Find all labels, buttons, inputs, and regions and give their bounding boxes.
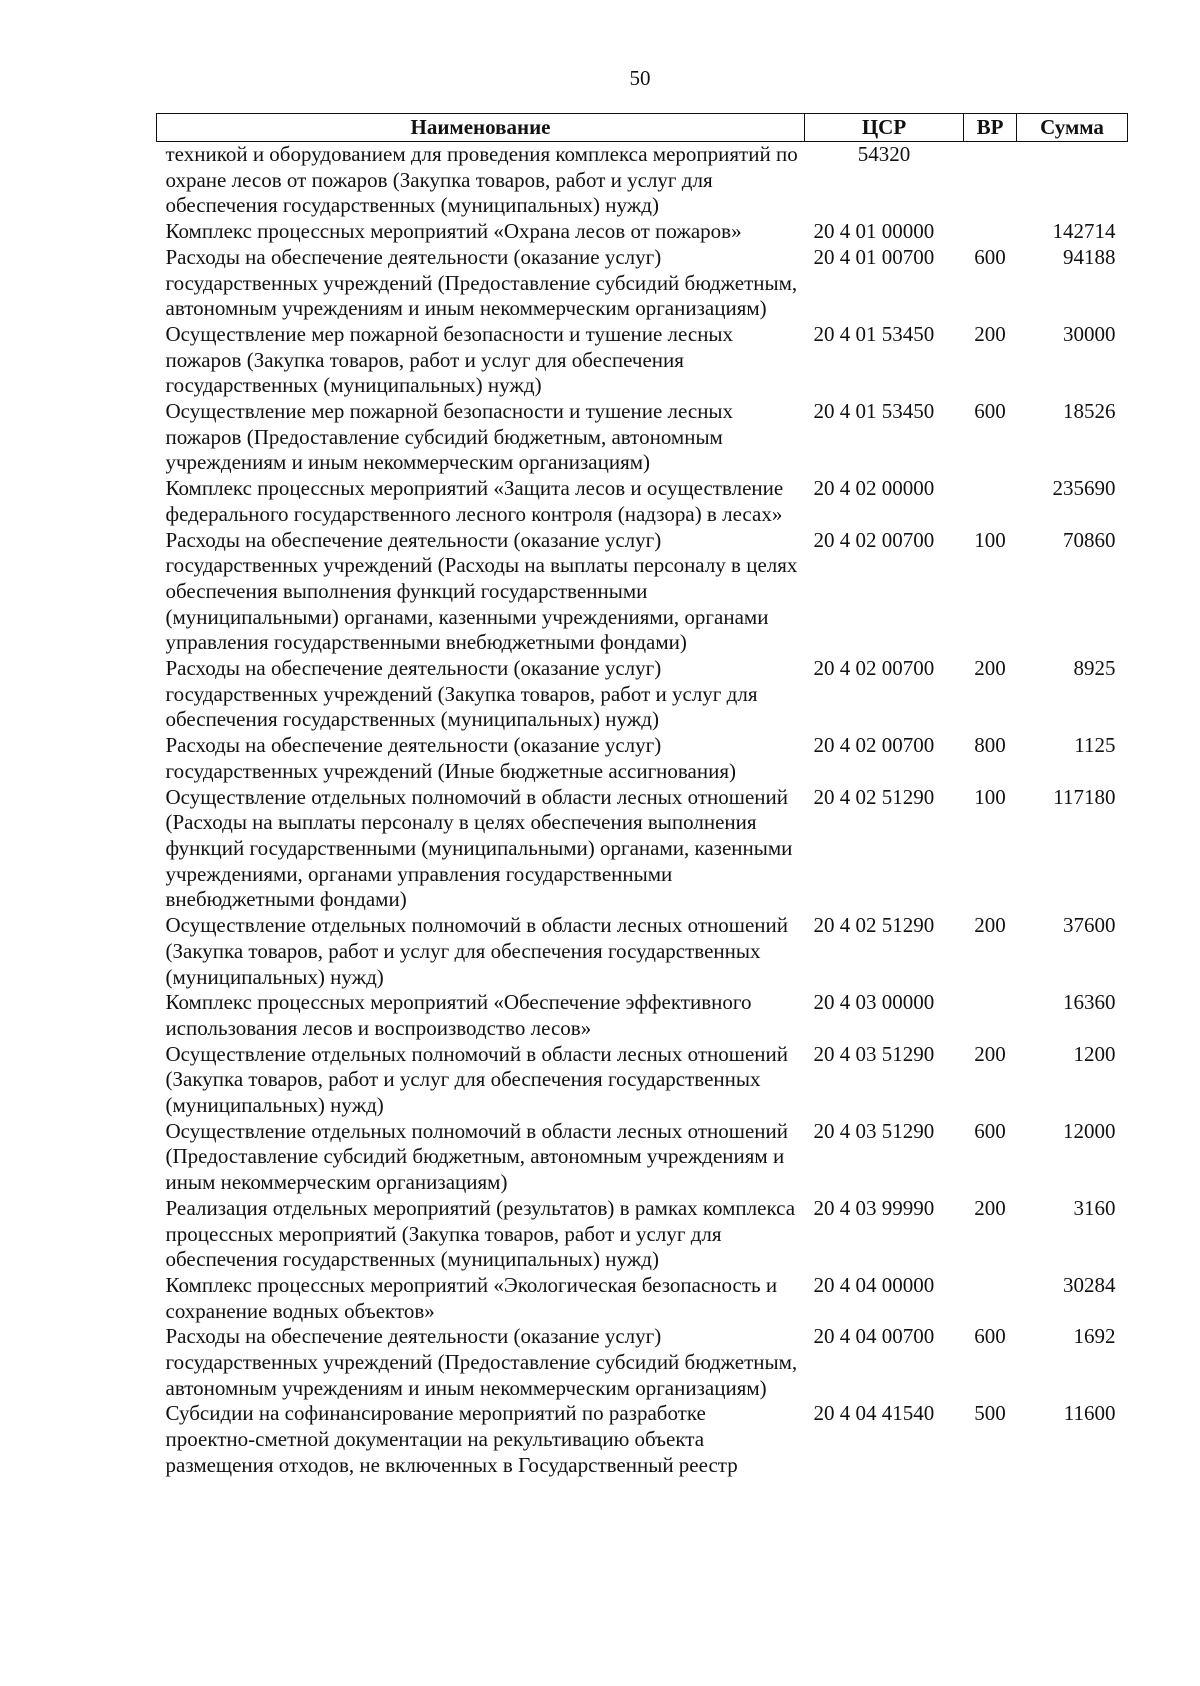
row-csr-cell: 54320 — [857, 142, 911, 166]
row-name-cell: Расходы на обеспечение деятельности (оказание услуг) государственных учреждений (Предоставление субсидий бюджетным, автономным учреждениям и иным некоммерческим организациям) — [165, 1324, 798, 1400]
row-sum-cell: 142714 — [1052, 219, 1116, 244]
row-name-cell: Субсидии на софинансирование мероприятий по разработке проектно-сметной документации на рекультивацию объекта размещения отходов, не включенных в Государственный реестр — [165, 1401, 738, 1477]
row-name-cell: Осуществление отдельных полномочий в области лесных отношений (Закупка товаров, работ и услуг для обеспечения государственных (муниципальных) нужд) — [165, 1041, 789, 1118]
table-row — [157, 733, 1128, 784]
header-vr: ВР — [964, 114, 1017, 142]
row-sum-cell: 117180 — [1053, 784, 1116, 809]
row-vr-cell — [964, 990, 1017, 1041]
row-sum-cell: 30000 — [1063, 321, 1116, 346]
row-vr-cell: 500 — [974, 1401, 1006, 1426]
row-csr-cell: 20 4 01 00700 — [813, 244, 935, 269]
row-sum-cell: 12000 — [1063, 1118, 1116, 1143]
row-name-cell: Осуществление отдельных полномочий в области лесных отношений (Закупка товаров, работ и услуг для обеспечения государственных (муниципальных) нужд) — [165, 913, 789, 989]
row-vr-cell: 100 — [974, 784, 1006, 809]
row-sum-cell: 8925 — [1073, 656, 1116, 681]
row-vr-cell: 200 — [974, 913, 1006, 938]
table-row — [157, 399, 1128, 476]
row-sum-cell: 235690 — [1052, 476, 1116, 501]
table-row — [157, 1042, 1128, 1119]
row-name-cell: Расходы на обеспечение деятельности (оказание услуг) государственных учреждений (Предоставление субсидий бюджетным, автономным учреждениям и иным некоммерческим организациям) — [165, 244, 798, 321]
row-csr-cell: 20 4 02 00700 — [813, 527, 935, 552]
table-row — [157, 476, 1128, 527]
row-vr-cell: 800 — [974, 733, 1006, 758]
table-row — [157, 656, 1128, 733]
row-sum-cell: 1125 — [1074, 733, 1116, 758]
row-csr-cell: 20 4 04 41540 — [813, 1401, 935, 1426]
table-row — [157, 1273, 1128, 1324]
row-csr-cell: 20 4 04 00700 — [813, 1324, 935, 1349]
row-csr-cell: 20 4 04 00000 — [813, 1272, 935, 1297]
row-name-cell: Осуществление мер пожарной безопасности и тушение лесных пожаров (Закупка товаров, работ и услуг для обеспечения государственных (муниципальных) нужд) — [165, 321, 734, 398]
row-sum-cell: 37600 — [1063, 913, 1116, 938]
table-row — [157, 913, 1128, 990]
row-name-cell: Комплекс процессных мероприятий «Экологическая безопасность и сохранение водных объектов» — [165, 1272, 778, 1323]
row-csr-cell: 20 4 03 99990 — [813, 1195, 935, 1220]
row-csr-cell: 20 4 03 00000 — [813, 990, 935, 1015]
row-csr-cell: 20 4 01 53450 — [813, 321, 935, 346]
row-vr-cell — [964, 219, 1017, 245]
row-vr-cell: 100 — [974, 527, 1006, 552]
row-sum-cell: 70860 — [1063, 527, 1116, 552]
row-name-cell: Комплекс процессных мероприятий «Защита лесов и осуществление федерального государственного лесного контроля (надзора) в лесах» — [165, 476, 784, 526]
row-sum-cell: 16360 — [1063, 990, 1116, 1015]
row-sum-cell: 3160 — [1073, 1195, 1116, 1220]
row-vr-cell: 600 — [974, 1118, 1006, 1143]
table-row — [157, 1119, 1128, 1196]
row-vr-cell: 200 — [974, 1041, 1006, 1066]
row-vr-cell: 600 — [974, 244, 1006, 269]
header-csr: ЦСР — [805, 114, 964, 142]
row-csr-cell: 20 4 01 00000 — [813, 219, 935, 244]
table-row — [157, 1401, 1128, 1478]
row-name-cell: Комплекс процессных мероприятий «Обеспечение эффективного использования лесов и воспроизводство лесов» — [165, 990, 752, 1040]
table-row — [157, 785, 1128, 914]
row-csr-cell: 20 4 02 00000 — [813, 476, 935, 501]
table-row — [157, 1196, 1128, 1273]
row-vr-cell: 600 — [974, 1324, 1006, 1349]
table-row — [157, 990, 1128, 1041]
header-name: Наименование — [157, 114, 805, 142]
row-sum-cell: 18526 — [1063, 399, 1116, 424]
row-csr-cell: 20 4 01 53450 — [813, 399, 935, 424]
row-sum-cell: 94188 — [1063, 244, 1116, 269]
table-row — [157, 322, 1128, 399]
row-sum-cell — [1017, 142, 1128, 220]
row-sum-cell: 11600 — [1063, 1401, 1116, 1426]
table-row — [157, 528, 1128, 657]
row-csr-cell: 20 4 03 51290 — [813, 1118, 935, 1143]
row-name-cell: техникой и оборудованием для проведения комплекса мероприятий по охране лесов от пожаров (Закупка товаров, работ и услуг для обеспечения государственных (муниципальных) нужд) — [165, 142, 798, 218]
row-vr-cell: 200 — [974, 321, 1006, 346]
table-row — [157, 219, 1128, 245]
row-vr-cell: 600 — [974, 399, 1006, 424]
row-vr-cell — [964, 476, 1017, 527]
row-vr-cell — [964, 1273, 1017, 1324]
row-csr-cell: 20 4 02 51290 — [813, 913, 935, 938]
row-name-cell: Расходы на обеспечение деятельности (оказание услуг) государственных учреждений (Закупка товаров, работ и услуг для обеспечения государственных (муниципальных) нужд) — [165, 656, 758, 732]
row-name-cell: Расходы на обеспечение деятельности (оказание услуг) государственных учреждений (Иные бюджетные ассигнования) — [165, 733, 737, 783]
row-csr-cell: 20 4 03 51290 — [813, 1041, 935, 1066]
row-name-cell: Комплекс процессных мероприятий «Охрана лесов от пожаров» — [165, 219, 742, 244]
budget-table — [156, 113, 1128, 1479]
row-name-cell: Расходы на обеспечение деятельности (оказание услуг) государственных учреждений (Расходы на выплаты персоналу в целях обеспечения выполнения функций государственными (муниципальными) органами, казенными учреждениями, органами управления государственными внебюджетными фондами) — [165, 527, 798, 655]
row-vr-cell — [964, 142, 1017, 220]
row-sum-cell: 30284 — [1063, 1272, 1116, 1297]
row-csr-cell: 20 4 02 00700 — [813, 733, 935, 758]
row-csr-cell: 20 4 02 00700 — [813, 656, 935, 681]
row-csr-cell: 20 4 02 51290 — [813, 784, 935, 809]
table-row — [157, 245, 1128, 322]
table-header-row — [157, 114, 1128, 142]
row-name-cell: Осуществление мер пожарной безопасности и тушение лесных пожаров (Предоставление субсидий бюджетным, автономным учреждениям и иным некоммерческим организациям) — [165, 399, 734, 475]
row-sum-cell: 1692 — [1073, 1324, 1116, 1349]
table-body — [157, 142, 1128, 1479]
page-number: 50 — [629, 66, 651, 90]
table-row — [157, 142, 1128, 220]
row-vr-cell: 200 — [974, 1195, 1006, 1220]
header-sum: Сумма — [1017, 114, 1128, 142]
row-name-cell: Реализация отдельных мероприятий (результатов) в рамках комплекса процессных мероприятий (Закупка товаров, работ и услуг для обеспечения государственных (муниципальных) нужд) — [165, 1195, 796, 1272]
table-row — [157, 1324, 1128, 1401]
row-vr-cell: 200 — [974, 656, 1006, 681]
row-name-cell: Осуществление отдельных полномочий в области лесных отношений (Предоставление субсидий бюджетным, автономным учреждениям и иным некоммерческим организациям) — [165, 1118, 789, 1195]
row-sum-cell: 1200 — [1073, 1041, 1116, 1066]
row-name-cell: Осуществление отдельных полномочий в области лесных отношений (Расходы на выплаты персоналу в целях обеспечения выполнения функций государственными (муниципальными) органами, казенными учреждениями, органами управления государственными внебюджетными фондами) — [165, 784, 793, 912]
